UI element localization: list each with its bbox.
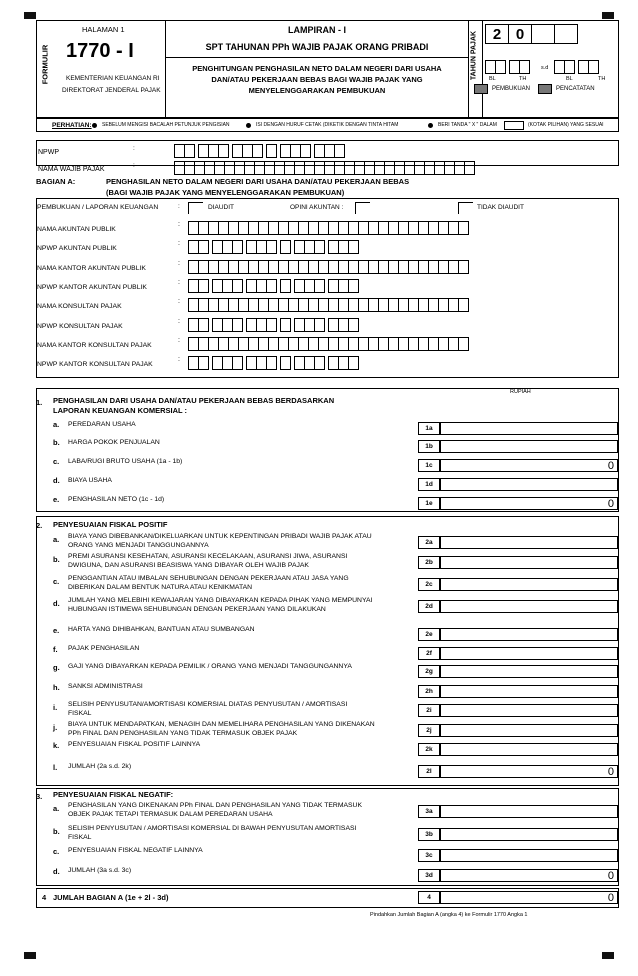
audit-field-colon: : — [178, 356, 180, 363]
nama-colon: : — [133, 162, 135, 169]
tidak-diaudit-label: TIDAK DIAUDIT — [477, 204, 524, 211]
subtitle-line1: PENGHITUNGAN PENGHASILAN NETO DALAM NEGERI DARI USAHA — [192, 64, 442, 73]
section-4-title: JUMLAH BAGIAN A (1e + 2l - 3d) — [53, 893, 169, 902]
audit-field-label: NAMA AKUNTAN PUBLIK — [37, 226, 116, 233]
pembukuan-label: PEMBUKUAN — [492, 86, 531, 92]
amount-field[interactable]: 0 — [440, 869, 618, 882]
item-text-line1: JUMLAH (2a s.d. 2k) — [68, 763, 132, 770]
audit-field-colon: : — [178, 318, 180, 325]
char-box[interactable] — [266, 279, 277, 293]
char-box[interactable] — [232, 279, 243, 293]
item-letter: c. — [53, 847, 60, 856]
year-digit-1[interactable]: 2 — [485, 24, 509, 44]
item-letter: k. — [53, 741, 60, 750]
item-letter: c. — [53, 577, 60, 586]
audit-field-input[interactable] — [188, 318, 358, 332]
tidak-diaudit-checkbox[interactable] — [458, 202, 473, 214]
item-letter: h. — [53, 683, 60, 692]
item-letter: a. — [53, 420, 60, 429]
nama-wajib-pajak-input[interactable] — [174, 161, 474, 175]
registration-mark-bottom-left — [24, 952, 36, 959]
item-letter: l. — [53, 763, 58, 772]
rupiah-label: RUPIAH — [510, 389, 531, 395]
npwp-label: NPWP — [38, 149, 59, 156]
bullet-icon — [92, 123, 97, 128]
audit-field-label: NPWP KANTOR KONSULTAN PAJAK — [37, 361, 153, 368]
char-box[interactable] — [266, 356, 277, 370]
bagian-a-label: BAGIAN A: — [36, 177, 76, 186]
ministry-line2: DIREKTORAT JENDERAL PAJAK — [62, 87, 161, 94]
item-text-line1: HARTA YANG DIHIBAHKAN, BANTUAN ATAU SUMBANGAN — [68, 626, 255, 633]
audit-field-colon: : — [178, 279, 180, 286]
registration-mark-bottom-right — [602, 952, 614, 959]
period-start-boxes[interactable] — [485, 60, 529, 74]
item-text-line2: DWIGUNA, DAN ASURANSI BEASISWA YANG DIBAYAR OLEH WAJIB PAJAK — [68, 562, 309, 569]
header-left-panel — [36, 20, 166, 118]
item-text-line2: ORANG YANG MENJADI TANGGUNGANNYA — [68, 542, 209, 549]
item-code: 2e — [418, 628, 440, 641]
item-text-line1: PENYESUAIAN FISKAL NEGATIF LAINNYA — [68, 847, 203, 854]
npwp-input[interactable] — [174, 144, 344, 158]
diaudit-label: DIAUDIT — [208, 204, 234, 211]
item-text-line1: PAJAK PENGHASILAN — [68, 645, 140, 652]
item-code: 1c — [418, 459, 440, 472]
bl-label-2: BL — [566, 76, 573, 82]
pembukuan-checkbox[interactable] — [474, 84, 488, 94]
char-box[interactable] — [266, 318, 277, 332]
opini-akuntan-label: OPINI AKUNTAN : — [290, 204, 344, 211]
item-letter: j. — [53, 723, 58, 732]
amount-field[interactable]: 0 — [440, 765, 618, 778]
char-box[interactable] — [314, 279, 325, 293]
pembukuan-colon: : — [178, 203, 180, 210]
bagian-a-title-line1: PENGHASILAN NETO DALAM NEGERI DARI USAHA DAN/ATAU PEKERJAAN BEBAS — [106, 177, 410, 186]
item-text-line1: BIAYA YANG DIBEBANKAN/DIKELUARKAN UNTUK KEPENTINGAN PRIBADI WAJIB PAJAK ATAU — [68, 533, 372, 540]
item-text-line1: SELISIH PENYUSUTAN/AMORTISASI KOMERSIAL DIATAS PENYUSUTAN / AMORTISASI — [68, 701, 348, 708]
char-box[interactable] — [218, 144, 229, 158]
item-text: LABA/RUGI BRUTO USAHA (1a - 1b) — [68, 458, 183, 465]
audit-field-input[interactable] — [188, 298, 468, 312]
item-text-line1: PENGHASILAN YANG DIKENAKAN PPh FINAL DAN PENGHASILAN YANG TIDAK TERMASUK — [68, 802, 362, 809]
audit-field-label: NPWP KONSULTAN PAJAK — [37, 323, 123, 330]
amount-field[interactable] — [440, 440, 618, 453]
item-code: 2c — [418, 578, 440, 591]
char-box[interactable] — [280, 240, 291, 254]
item-text: PEREDARAN USAHA — [68, 421, 136, 428]
section-3-number: 3. — [36, 792, 43, 801]
notice-item4: (KOTAK PILIHAN) YANG SESUAI — [528, 122, 604, 128]
amount-field[interactable] — [440, 665, 618, 678]
section-1-title-line2: LAPORAN KEUANGAN KOMERSIAL : — [53, 406, 188, 415]
diaudit-checkbox[interactable] — [188, 202, 203, 214]
notice-item3: BERI TANDA " X " DALAM — [438, 122, 497, 128]
item-code: 3d — [418, 869, 440, 882]
ministry-line1: KEMENTERIAN KEUANGAN RI — [66, 75, 160, 82]
item-text-line1: PREMI ASURANSI KESEHATAN, ASURANSI KECELAKAAN, ASURANSI JIWA, ASURANSI — [68, 553, 348, 560]
item-letter: i. — [53, 703, 58, 712]
year-digit-3[interactable] — [531, 24, 555, 44]
audit-field-colon: : — [178, 240, 180, 247]
char-box[interactable] — [198, 318, 209, 332]
item-letter: a. — [53, 804, 60, 813]
pencatatan-label: PENCATATAN — [556, 86, 595, 92]
pencatatan-checkbox[interactable] — [538, 84, 552, 94]
audit-field-input[interactable] — [188, 260, 468, 274]
amount-field[interactable] — [440, 578, 618, 591]
char-box[interactable] — [280, 356, 291, 370]
year-digit-2[interactable]: 0 — [508, 24, 532, 44]
registration-mark-top-right — [602, 12, 614, 19]
char-box[interactable] — [280, 318, 291, 332]
side-label: FORMULIR — [40, 44, 50, 85]
char-box[interactable] — [198, 279, 209, 293]
audit-field-colon: : — [178, 260, 180, 267]
char-box[interactable] — [314, 318, 325, 332]
amount-field[interactable] — [440, 647, 618, 660]
audit-field-label: NAMA KONSULTAN PAJAK — [37, 303, 122, 310]
item-text-line1: SELISIH PENYUSUTAN / AMORTISASI KOMERSIAL DI BAWAH PENYUSUTAN AMORTISASI — [68, 825, 357, 832]
item-code: 2j — [418, 724, 440, 737]
char-box[interactable] — [348, 356, 359, 370]
sd-label: s.d — [541, 65, 549, 71]
char-box[interactable] — [232, 356, 243, 370]
bl-label-1: BL — [489, 76, 496, 82]
section-3-title: PENYESUAIAN FISKAL NEGATIF: — [53, 790, 174, 799]
item-letter: g. — [53, 663, 60, 672]
item-code: 2f — [418, 647, 440, 660]
item-code: 1d — [418, 478, 440, 491]
audit-field-colon: : — [178, 337, 180, 344]
section-1-number: 1. — [36, 398, 43, 407]
char-box[interactable] — [348, 279, 359, 293]
title-divider — [166, 57, 468, 58]
char-box[interactable] — [252, 144, 263, 158]
char-box[interactable] — [458, 298, 469, 312]
item-letter: a. — [53, 535, 60, 544]
item-text-line1: SANKSI ADMINISTRASI — [68, 683, 143, 690]
pembukuan-laporan-label: PEMBUKUAN / LAPORAN KEUANGAN — [37, 204, 159, 211]
audit-field-label: NAMA KANTOR AKUNTAN PUBLIK — [37, 265, 146, 272]
section-4-amount[interactable]: 0 — [440, 891, 618, 904]
char-box[interactable] — [198, 240, 209, 254]
item-text: HARGA POKOK PENJUALAN — [68, 439, 160, 446]
char-box[interactable] — [458, 337, 469, 351]
item-code: 2h — [418, 685, 440, 698]
char-box[interactable] — [232, 318, 243, 332]
amount-field[interactable] — [440, 805, 618, 818]
amount-field[interactable] — [440, 828, 618, 841]
item-letter: b. — [53, 827, 60, 836]
item-code: 3c — [418, 849, 440, 862]
notice-label: PERHATIAN: — [52, 122, 92, 129]
audit-field-input[interactable] — [188, 279, 358, 293]
subtitle-line3: MENYELENGGARAKAN PEMBUKUAN — [248, 86, 386, 95]
period-end-boxes[interactable] — [554, 60, 598, 74]
bullet-icon — [428, 123, 433, 128]
char-box[interactable] — [314, 240, 325, 254]
item-code: 2d — [418, 600, 440, 613]
char-box[interactable] — [266, 144, 277, 158]
amount-field[interactable] — [440, 600, 618, 613]
form-number: 1770 - I — [66, 40, 134, 62]
audit-field-input[interactable] — [188, 337, 468, 351]
audit-field-label: NPWP AKUNTAN PUBLIK — [37, 245, 117, 252]
item-code: 1a — [418, 422, 440, 435]
item-text-line1: PENYESUAIAN FISKAL POSITIF LAINNYA — [68, 741, 201, 748]
amount-field[interactable] — [440, 628, 618, 641]
char-box[interactable] — [458, 260, 469, 274]
item-code: 1e — [418, 497, 440, 510]
item-code: 2g — [418, 665, 440, 678]
char-box[interactable] — [232, 240, 243, 254]
item-code: 2i — [418, 704, 440, 717]
bagian-a-title-line2: (BAGI WAJIB PAJAK YANG MENYELENGGARAKAN PEMBUKUAN) — [106, 188, 345, 197]
item-text: PENGHASILAN NETO (1c - 1d) — [68, 496, 165, 503]
th-label-1: TH — [519, 76, 527, 82]
item-text-line1: JUMLAH YANG MELEBIHI KEWAJARAN YANG DIBAYARKAN KEPADA PIHAK YANG MEMPUNYAI — [68, 597, 373, 604]
audit-field-input[interactable] — [188, 221, 468, 235]
section-4-number: 4 — [42, 893, 47, 902]
section-2-number: 2. — [36, 521, 43, 530]
item-letter: e. — [53, 626, 60, 635]
item-text-line2: FISKAL — [68, 710, 92, 717]
char-box[interactable] — [334, 144, 345, 158]
char-box[interactable] — [184, 144, 195, 158]
audit-field-label: NPWP KANTOR AKUNTAN PUBLIK — [37, 284, 147, 291]
halaman-label: HALAMAN 1 — [82, 25, 125, 34]
item-text-line2: PPh FINAL DAN PENGHASILAN YANG TIDAK TERMASUK OBJEK PAJAK — [68, 730, 298, 737]
item-code: 2l — [418, 765, 440, 778]
item-code: 2a — [418, 536, 440, 549]
item-letter: d. — [53, 476, 60, 485]
char-box[interactable] — [266, 240, 277, 254]
amount-field[interactable] — [440, 422, 618, 435]
item-text-line1: JUMLAH (3a s.d. 3c) — [68, 867, 132, 874]
th-label-2: TH — [598, 76, 606, 82]
audit-field-colon: : — [178, 298, 180, 305]
item-letter: d. — [53, 867, 60, 876]
audit-field-label: NAMA KANTOR KONSULTAN PAJAK — [37, 342, 152, 349]
audit-field-input[interactable] — [188, 356, 358, 370]
section-1-title-line1: PENGHASILAN DARI USAHA DAN/ATAU PEKERJAAN BEBAS BERDASARKAN — [53, 396, 335, 405]
form-title: SPT TAHUNAN PPh WAJIB PAJAK ORANG PRIBADI — [205, 42, 429, 52]
bullet-icon — [246, 123, 251, 128]
item-text-line2: DIBERIKAN DALAM BENTUK NATURA ATAU KENIKMATAN — [68, 584, 253, 591]
registration-mark-top-left — [24, 12, 36, 19]
amount-field[interactable]: 0 — [440, 459, 618, 472]
item-code: 2k — [418, 743, 440, 756]
amount-field[interactable] — [440, 724, 618, 737]
year-digit-4[interactable] — [554, 24, 578, 44]
char-box[interactable] — [348, 318, 359, 332]
audit-field-colon: : — [178, 221, 180, 228]
amount-field[interactable] — [440, 685, 618, 698]
item-letter: d. — [53, 599, 60, 608]
item-letter: b. — [53, 438, 60, 447]
checkbox-sample — [504, 121, 524, 130]
amount-field[interactable] — [440, 704, 618, 717]
item-text-line2: OBJEK PAJAK TETAPI TERMASUK DALAM PEREDARAN USAHA — [68, 811, 273, 818]
footer-note: Pindahkan Jumlah Bagian A (angka 4) ke Formulir 1770 Angka 1 — [370, 912, 528, 918]
amount-field[interactable] — [440, 478, 618, 491]
item-text-line1: GAJI YANG DIBAYARKAN KEPADA PEMILIK / ORANG YANG MENJADI TANGGUNGANNYA — [68, 663, 352, 670]
char-box[interactable] — [348, 240, 359, 254]
opini-akuntan-box[interactable] — [355, 202, 370, 214]
item-text-line1: PENGGANTIAN ATAU IMBALAN SEHUBUNGAN DENGAN PEKERJAAN ATAU JASA YANG — [68, 575, 349, 582]
tahun-pajak-divider — [482, 20, 483, 118]
char-box[interactable] — [464, 161, 475, 175]
audit-field-input[interactable] — [188, 240, 358, 254]
item-text: BIAYA USAHA — [68, 477, 112, 484]
amount-field[interactable] — [440, 849, 618, 862]
item-letter: b. — [53, 555, 60, 564]
item-letter: e. — [53, 495, 60, 504]
section-4-code: 4 — [418, 891, 440, 904]
item-text-line1: BIAYA UNTUK MENDAPATKAN, MENAGIH DAN MEMELIHARA PENGHASILAN YANG DIKENAKAN — [68, 721, 375, 728]
char-box[interactable] — [198, 356, 209, 370]
char-box[interactable] — [458, 221, 469, 235]
amount-field[interactable] — [440, 536, 618, 549]
item-code: 2b — [418, 556, 440, 569]
notice-item1: SEBELUM MENGISI BACALAH PETUNJUK PENGISIAN — [102, 122, 230, 128]
nama-wajib-pajak-label: NAMA WAJIB PAJAK — [38, 166, 105, 173]
section-2-title: PENYESUAIAN FISKAL POSITIF — [53, 520, 168, 529]
subtitle-line2: DAN/ATAU PEKERJAAN BEBAS BAGI WAJIB PAJAK YANG — [211, 75, 423, 84]
char-box[interactable] — [280, 279, 291, 293]
char-box[interactable] — [300, 144, 311, 158]
npwp-colon: : — [133, 145, 135, 152]
tahun-pajak-label: TAHUN PAJAK — [470, 30, 478, 81]
amount-field[interactable] — [440, 743, 618, 756]
item-text-line2: FISKAL — [68, 834, 92, 841]
item-code: 1b — [418, 440, 440, 453]
amount-field[interactable]: 0 — [440, 497, 618, 510]
item-letter: c. — [53, 457, 60, 466]
amount-field[interactable] — [440, 556, 618, 569]
item-letter: f. — [53, 645, 58, 654]
notice-item2: ISI DENGAN HURUF CETAK (DIKETIK DENGAN TINTA HITAM — [256, 122, 399, 128]
item-text-line2: HUBUNGAN ISTIMEWA SEHUBUNGAN DENGAN PEKERJAAN YANG DILAKUKAN — [68, 606, 326, 613]
item-code: 3b — [418, 828, 440, 841]
char-box[interactable] — [314, 356, 325, 370]
lampiran-title: LAMPIRAN - I — [288, 25, 346, 35]
item-code: 3a — [418, 805, 440, 818]
